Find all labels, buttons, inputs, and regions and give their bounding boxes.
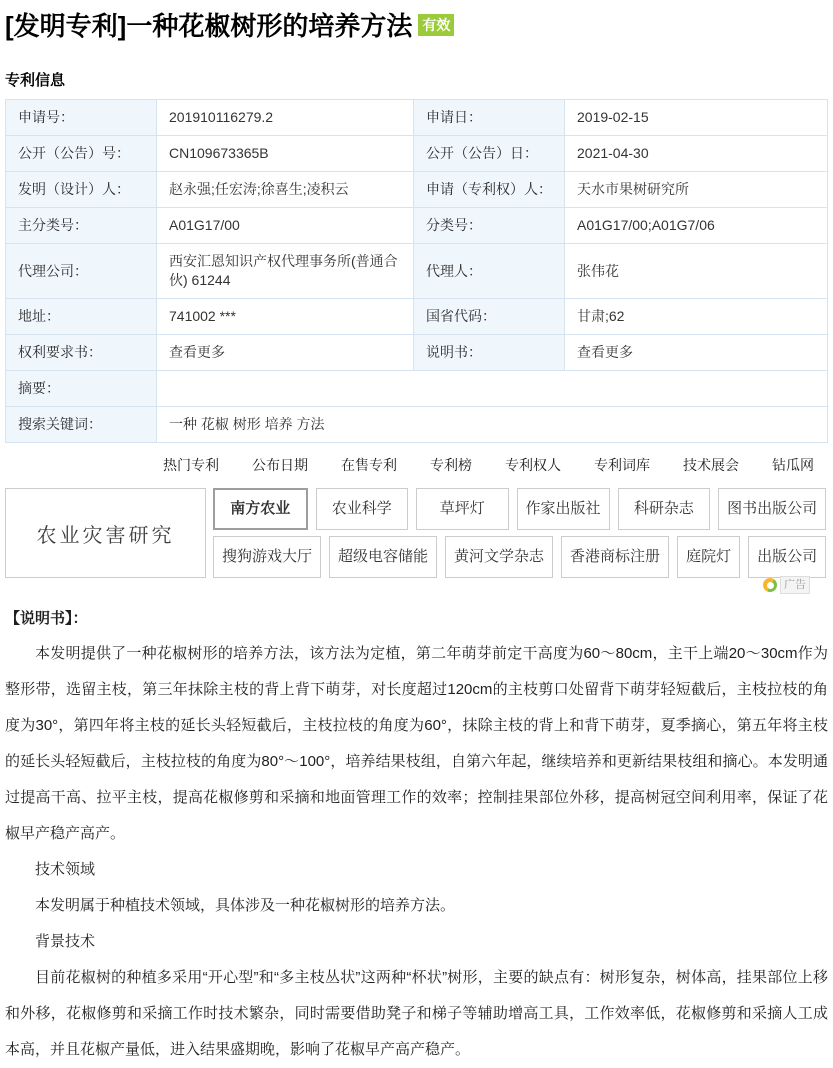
- field-label-specification: 说明书：: [414, 335, 565, 371]
- field-value-class: A01G17/00;A01G7/06: [565, 208, 828, 244]
- nav-link-patent-rank[interactable]: 专利榜: [430, 457, 472, 473]
- field-label-applicant: 申请（专利权）人：: [414, 172, 565, 208]
- specification-paragraph: 本发明属于种植技术领域，具体涉及一种花椒树形的培养方法。: [35, 897, 456, 914]
- ad-network-logo-icon: [763, 578, 777, 592]
- ad-link-caopingdeng[interactable]: 草坪灯: [416, 488, 509, 530]
- table-row: [6, 244, 828, 299]
- patent-info-table: [5, 99, 828, 443]
- field-value-agent: 张伟花: [565, 244, 828, 299]
- field-value-abstract: [157, 371, 828, 407]
- field-label-agent: 代理人：: [414, 244, 565, 299]
- field-label-region-code: 国省代码：: [414, 299, 565, 335]
- table-row: [6, 208, 828, 244]
- field-label-search-keywords: 搜索关键词：: [6, 407, 157, 443]
- table-row: [6, 371, 828, 407]
- nav-link-publish-date[interactable]: 公布日期: [252, 457, 308, 473]
- nav-link-tech-expo[interactable]: 技术展会: [683, 457, 739, 473]
- status-badge: 有效: [418, 14, 454, 36]
- field-value-application-number: 201910116279.2: [157, 100, 414, 136]
- nav-link-patents-for-sale[interactable]: 在售专利: [341, 457, 397, 473]
- specification-subheading-technical-field: 技术领域: [35, 861, 96, 878]
- specification-heading: 【说明书】：: [5, 610, 88, 627]
- ad-left-banner[interactable]: 农业灾害研究: [5, 488, 206, 578]
- ad-link-supercapacitor-storage[interactable]: 超级电容储能: [329, 536, 437, 578]
- ad-link-zuojia-chubanshe[interactable]: 作家出版社: [517, 488, 610, 530]
- field-label-abstract: 摘要：: [6, 371, 157, 407]
- ad-links-row-2: [213, 536, 826, 578]
- field-value-application-date: 2019-02-15: [565, 100, 828, 136]
- ad-link-hk-trademark-registration[interactable]: 香港商标注册: [561, 536, 669, 578]
- specification-paragraph: 本发明提供了一种花椒树形的培养方法，该方法为定植，第二年萌芽前定干高度为60～80cm，主干上端20～30cm作为整形带，选留主枝，第三年抹除主枝的背上背下萌芽，对长度超过120cm的主枝剪口处留背下萌芽轻短截后，主枝拉枝的角度为30°，第四年将主枝的延长头轻短截后，主枝拉枝的角度为60°，抹除主枝的背上和背下萌芽，夏季摘心，第五年将主枝的延长头轻短截后，主枝拉枝的角度为80°～100°，培养结果枝组，自第六年起，继续培养和更新结果枝组和摘心。本发明通过提高干高、拉平主枝，提高花椒修剪和采摘和地面管理工作的效率；控制挂果部位外移，提高树冠空间利用率，保证了花椒早产稳产高产。: [5, 645, 828, 842]
- field-value-inventors: 赵永强;任宏涛;徐喜生;凌积云: [157, 172, 414, 208]
- ad-link-nongye-kexue[interactable]: 农业科学: [316, 488, 409, 530]
- specification-paragraph: 目前花椒树的种植多采用“开心型”和“多主枝丛状”这两种“杯状”树形，主要的缺点有：树形复杂，树体高，挂果部位上移和外移，花椒修剪和采摘工作时技术繁杂，同时需要借助凳子和梯子等辅助增高工具，工作效率低，花椒修剪和采摘人工成本高，并且花椒产量低，进入结果盛期晚，影响了花椒早产高产稳产。: [5, 969, 828, 1058]
- field-label-class: 分类号：: [414, 208, 565, 244]
- ad-disclosure[interactable]: [763, 576, 810, 594]
- table-row: [6, 172, 828, 208]
- ad-link-sogou-game-hall[interactable]: 搜狗游戏大厅: [213, 536, 321, 578]
- secondary-nav: [5, 443, 828, 486]
- field-label-publication-number: 公开（公告）号：: [6, 136, 157, 172]
- field-label-publication-date: 公开（公告）日：: [414, 136, 565, 172]
- table-row: [6, 299, 828, 335]
- field-value-publication-number: CN109673365B: [157, 136, 414, 172]
- ad-disclosure-label: 广告: [780, 576, 810, 594]
- specification-subheading-background: 背景技术: [35, 933, 96, 950]
- ad-link-keyan-zazhi[interactable]: 科研杂志: [618, 488, 711, 530]
- table-row: [6, 335, 828, 371]
- field-value-agency: 西安汇恩知识产权代理事务所(普通合伙) 61244: [157, 244, 414, 299]
- ad-links-grid: [213, 488, 833, 578]
- ad-link-chuban-gongsi[interactable]: 出版公司: [748, 536, 826, 578]
- specification-view-more-link[interactable]: 查看更多: [565, 335, 828, 371]
- field-label-claims: 权利要求书：: [6, 335, 157, 371]
- table-row: [6, 100, 828, 136]
- field-value-region-code: 甘肃;62: [565, 299, 828, 335]
- nav-link-zuanguawang[interactable]: 钻瓜网: [772, 457, 814, 473]
- nav-link-patent-thesaurus[interactable]: 专利词库: [594, 457, 650, 473]
- field-value-publication-date: 2021-04-30: [565, 136, 828, 172]
- specification-section: [5, 602, 828, 1068]
- patent-title-text: [发明专利]一种花椒树形的培养方法: [5, 11, 413, 41]
- ad-link-huanghe-wenxue-zazhi[interactable]: 黄河文学杂志: [445, 536, 553, 578]
- patent-info-heading: 专利信息: [5, 72, 66, 89]
- ad-link-nanfang-nongye[interactable]: 南方农业: [213, 488, 308, 530]
- ad-link-tingyuandeng[interactable]: 庭院灯: [677, 536, 740, 578]
- field-label-inventors: 发明（设计）人：: [6, 172, 157, 208]
- ad-links-row-1: [213, 488, 826, 530]
- field-label-main-class: 主分类号：: [6, 208, 157, 244]
- nav-link-hot-patents[interactable]: 热门专利: [163, 457, 219, 473]
- table-row: [6, 407, 828, 443]
- field-label-agency: 代理公司：: [6, 244, 157, 299]
- table-row: [6, 136, 828, 172]
- ad-link-tushu-chuban-gongsi[interactable]: 图书出版公司: [718, 488, 826, 530]
- field-value-search-keywords: 一种 花椒 树形 培养 方法: [157, 407, 828, 443]
- field-value-address: 741002 ***: [157, 299, 414, 335]
- field-label-address: 地址：: [6, 299, 157, 335]
- page-title: [5, 10, 828, 42]
- claims-view-more-link[interactable]: 查看更多: [157, 335, 414, 371]
- field-label-application-number: 申请号：: [6, 100, 157, 136]
- field-value-applicant: 天水市果树研究所: [565, 172, 828, 208]
- ad-section: [5, 486, 828, 590]
- field-value-main-class: A01G17/00: [157, 208, 414, 244]
- field-label-application-date: 申请日：: [414, 100, 565, 136]
- nav-link-patent-holders[interactable]: 专利权人: [505, 457, 561, 473]
